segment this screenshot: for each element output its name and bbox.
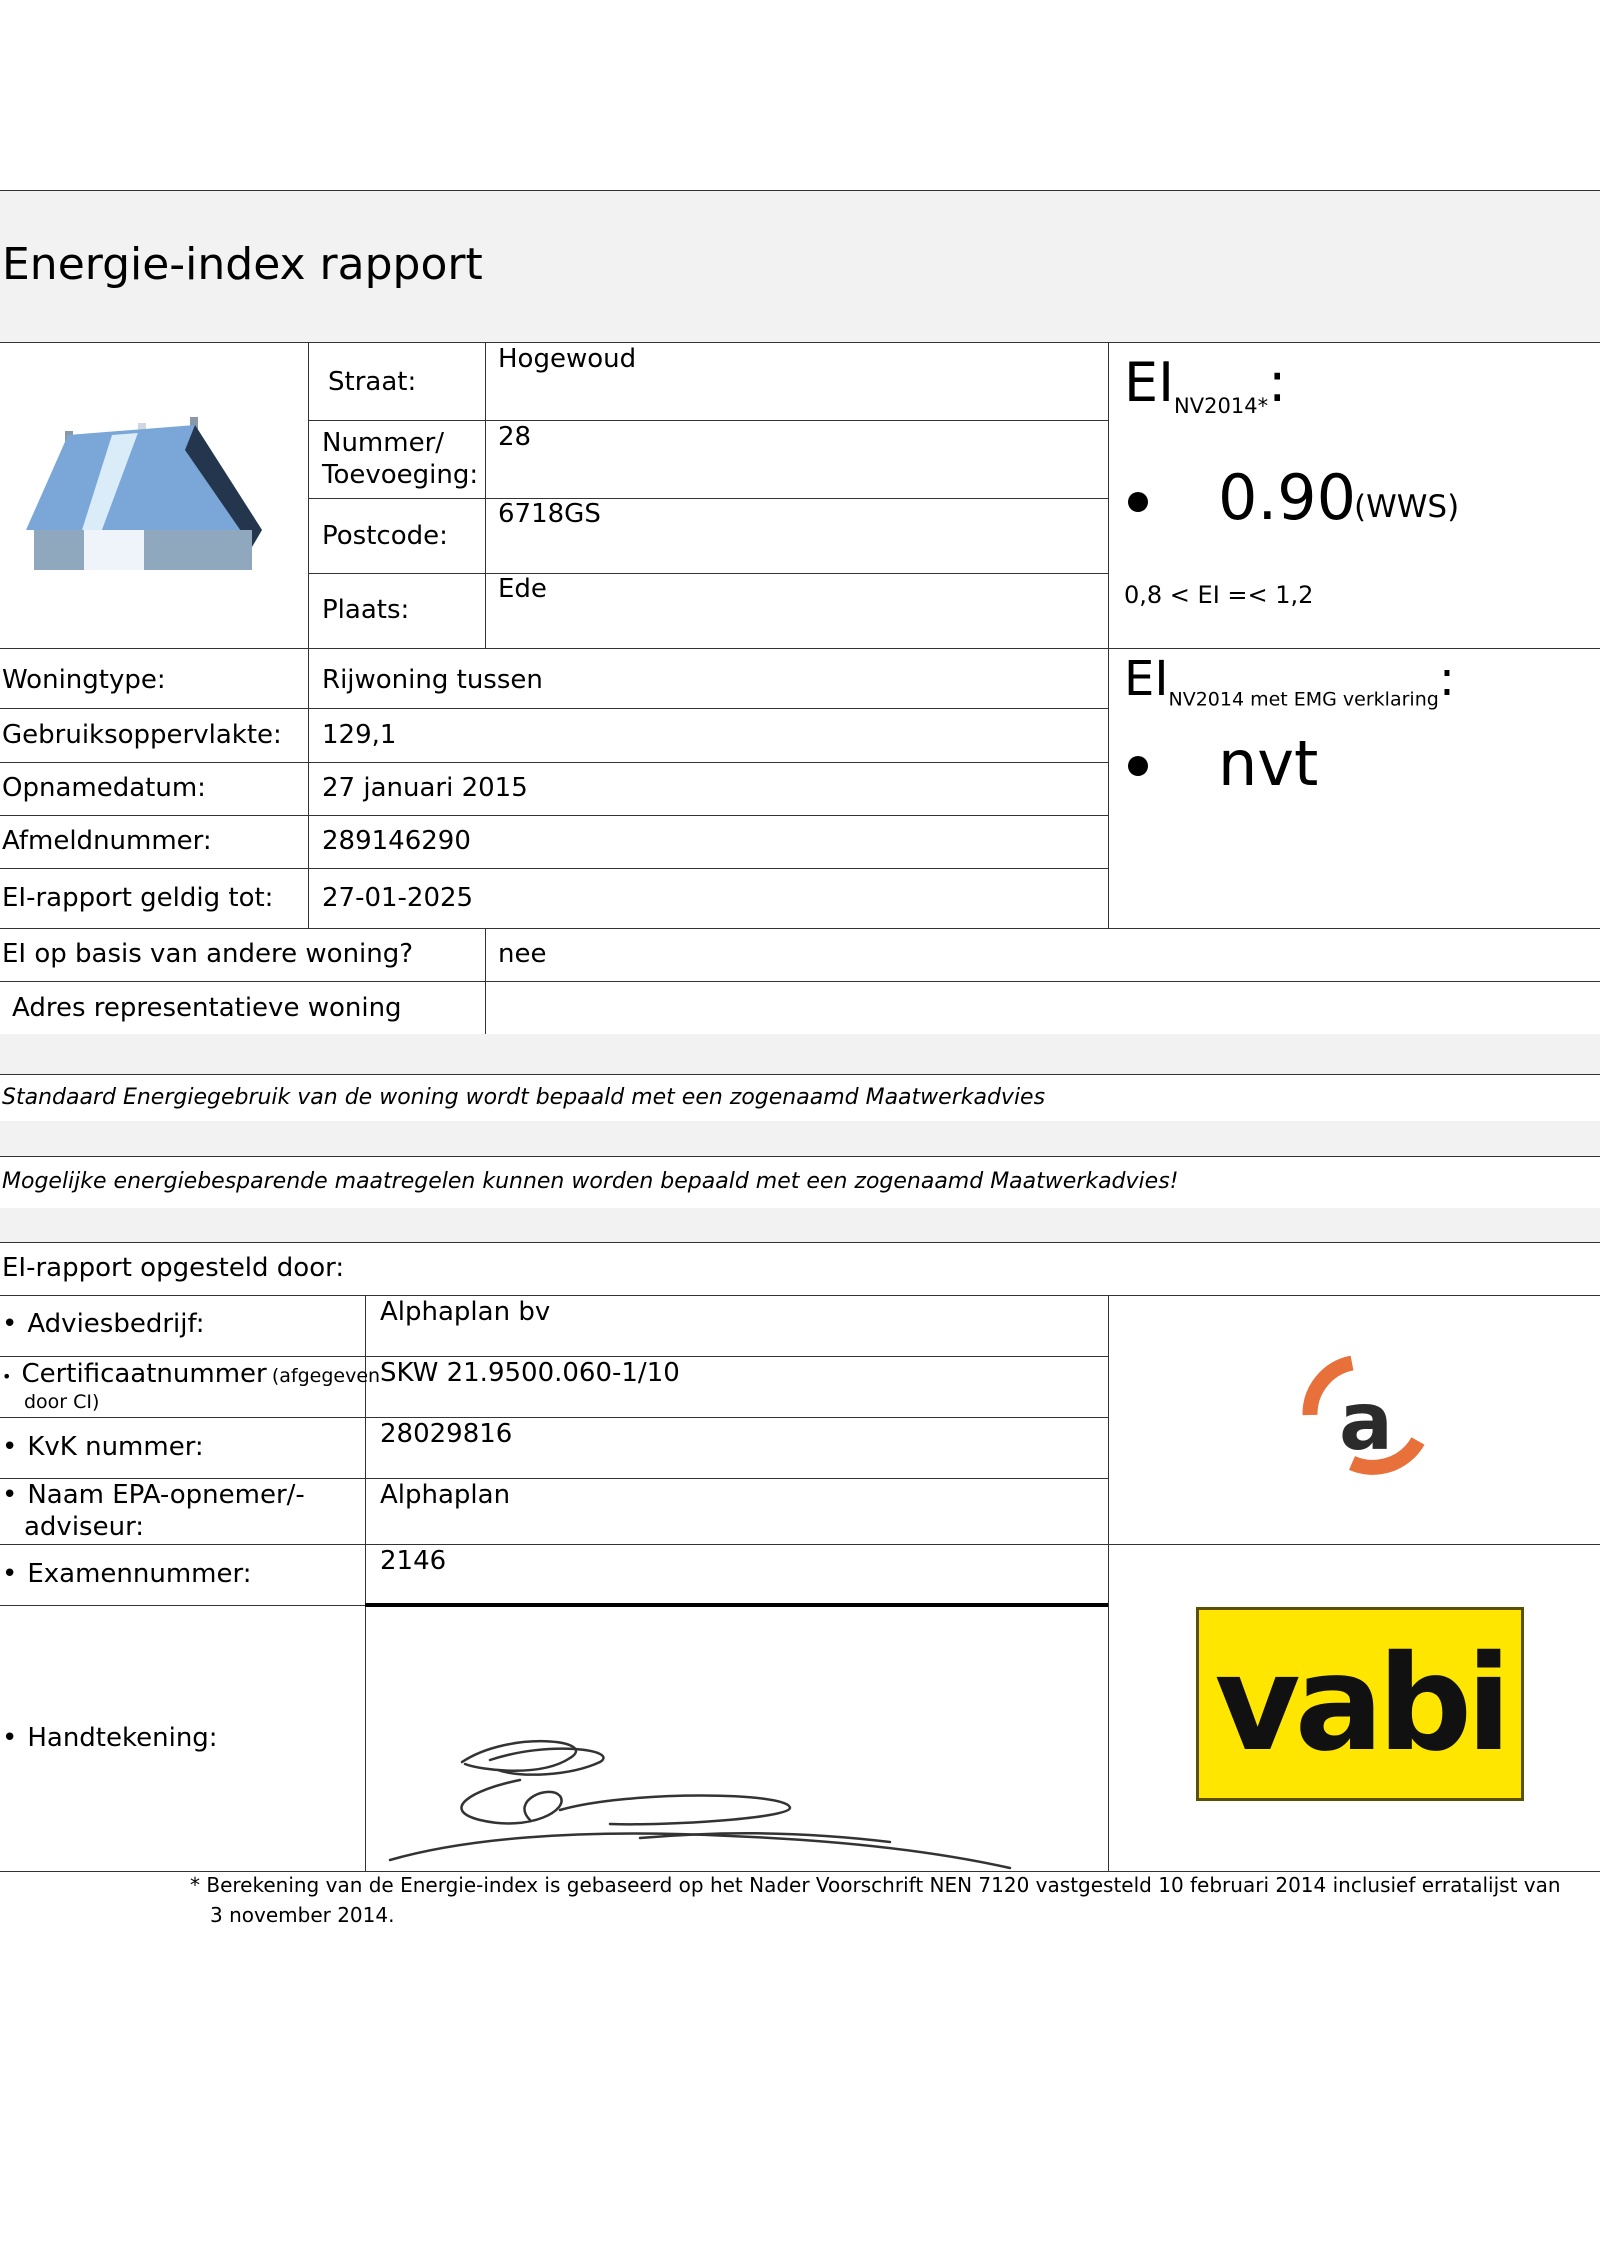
bullet-icon bbox=[1128, 492, 1148, 512]
divider bbox=[0, 1417, 1108, 1418]
naam-value: Alphaplan bbox=[380, 1480, 511, 1510]
detail-value: Rijwoning tussen bbox=[322, 665, 543, 695]
detail-value: 27-01-2025 bbox=[322, 883, 474, 913]
divider bbox=[0, 1295, 1600, 1296]
alphaplan-letter: a bbox=[1339, 1375, 1393, 1468]
ei-emg-heading: $EI_{NV2014 met EMG verklaring}$: bbox=[1124, 651, 1455, 711]
bullet-icon bbox=[1128, 756, 1148, 776]
divider bbox=[0, 928, 1600, 929]
divider bbox=[485, 342, 486, 648]
ei-emg-value: nvt bbox=[1218, 727, 1319, 800]
issuer-heading: EI-rapport opgesteld door: bbox=[2, 1253, 345, 1283]
exam-value: 2146 bbox=[380, 1546, 447, 1576]
spacer-band bbox=[0, 1121, 1600, 1156]
detail-label: Afmeldnummer: bbox=[2, 826, 212, 856]
spacer-band bbox=[0, 1034, 1600, 1074]
divider bbox=[0, 1478, 1108, 1479]
vabi-logo bbox=[1196, 1607, 1524, 1801]
divider bbox=[0, 342, 1600, 343]
divider bbox=[0, 1356, 1108, 1357]
footnote-line-2: 3 november 2014. bbox=[210, 1903, 395, 1927]
note-measures: Mogelijke energiebesparende maatregelen kunnen worden bepaald met een zogenaamd Maatwerkadvies! bbox=[2, 1169, 1179, 1194]
representative-address-label: Adres representatieve woning bbox=[12, 993, 402, 1023]
detail-value: 27 januari 2015 bbox=[322, 773, 528, 803]
spacer-band bbox=[0, 1208, 1600, 1242]
divider bbox=[0, 1242, 1600, 1243]
cert-value: SKW 21.9500.060-1/10 bbox=[380, 1358, 680, 1388]
footnote-line-1: * Berekening van de Energie-index is gebaseerd op het Nader Voorschrift NEN 7120 vastgesteld 10 februari 2014 inclusief erratalijst van bbox=[190, 1873, 1561, 1897]
divider bbox=[0, 648, 1600, 649]
divider bbox=[308, 573, 1108, 574]
kvk-value: 28029816 bbox=[380, 1419, 513, 1449]
nummer-value: 28 bbox=[498, 422, 532, 452]
advies-value: Alphaplan bv bbox=[380, 1297, 551, 1327]
toevoeging-label: Toevoeging: bbox=[322, 460, 479, 490]
ei-value: 0.90 bbox=[1218, 461, 1357, 534]
plaats-label: Plaats: bbox=[322, 595, 410, 625]
divider bbox=[0, 762, 1108, 763]
detail-label: Opnamedatum: bbox=[2, 773, 206, 803]
divider bbox=[0, 1156, 1600, 1157]
divider bbox=[0, 190, 1600, 191]
other-home-answer: nee bbox=[498, 939, 547, 969]
signature-image bbox=[370, 1700, 1030, 1870]
straat-label: Straat: bbox=[328, 367, 417, 397]
straat-value: Hogewoud bbox=[498, 344, 637, 374]
divider bbox=[0, 868, 1108, 869]
divider bbox=[0, 1074, 1600, 1075]
divider bbox=[1108, 342, 1109, 928]
postcode-label: Postcode: bbox=[322, 521, 448, 551]
divider bbox=[0, 1544, 1600, 1545]
ei-unit: (WWS) bbox=[1354, 489, 1460, 525]
page-title: Energie-index rapport bbox=[2, 239, 483, 290]
advies-label: • Adviesbedrijf: bbox=[2, 1310, 204, 1340]
cert-label: • Certificaatnummer (afgegeven bbox=[2, 1360, 380, 1390]
detail-label: Woningtype: bbox=[2, 665, 166, 695]
kvk-label: • KvK nummer: bbox=[2, 1433, 204, 1463]
naam-label: • Naam EPA-opnemer/- bbox=[2, 1481, 305, 1511]
divider bbox=[0, 708, 1108, 709]
vabi-text: vabi bbox=[1214, 1627, 1506, 1781]
divider bbox=[308, 420, 1108, 421]
house-icon bbox=[20, 415, 270, 575]
detail-label: EI-rapport geldig tot: bbox=[2, 883, 274, 913]
nummer-label: Nummer/ bbox=[322, 428, 445, 458]
divider bbox=[0, 1871, 1600, 1872]
ei-range: 0,8 < EI =< 1,2 bbox=[1124, 581, 1314, 609]
cert-note: door CI) bbox=[24, 1391, 100, 1413]
ei-heading: $EI_{NV2014*}$: bbox=[1124, 351, 1287, 418]
detail-value: 129,1 bbox=[322, 720, 397, 750]
other-home-question: EI op basis van andere woning? bbox=[2, 939, 414, 969]
divider bbox=[308, 498, 1108, 499]
signature-top-border bbox=[365, 1603, 1108, 1607]
postcode-value: 6718GS bbox=[498, 499, 601, 529]
divider bbox=[0, 815, 1108, 816]
divider bbox=[0, 981, 1600, 982]
naam-label-2: adviseur: bbox=[24, 1512, 145, 1542]
divider bbox=[308, 342, 309, 928]
signature-label: • Handtekening: bbox=[2, 1724, 218, 1754]
detail-value: 289146290 bbox=[322, 826, 471, 856]
exam-label: • Examennummer: bbox=[2, 1560, 252, 1590]
divider bbox=[1108, 1295, 1109, 1871]
detail-label: Gebruiksoppervlakte: bbox=[2, 720, 282, 750]
note-standard: Standaard Energiegebruik van de woning wordt bepaald met een zogenaamd Maatwerkadvies bbox=[2, 1085, 1046, 1110]
plaats-value: Ede bbox=[498, 574, 547, 604]
alphaplan-logo-icon bbox=[1290, 1345, 1440, 1495]
